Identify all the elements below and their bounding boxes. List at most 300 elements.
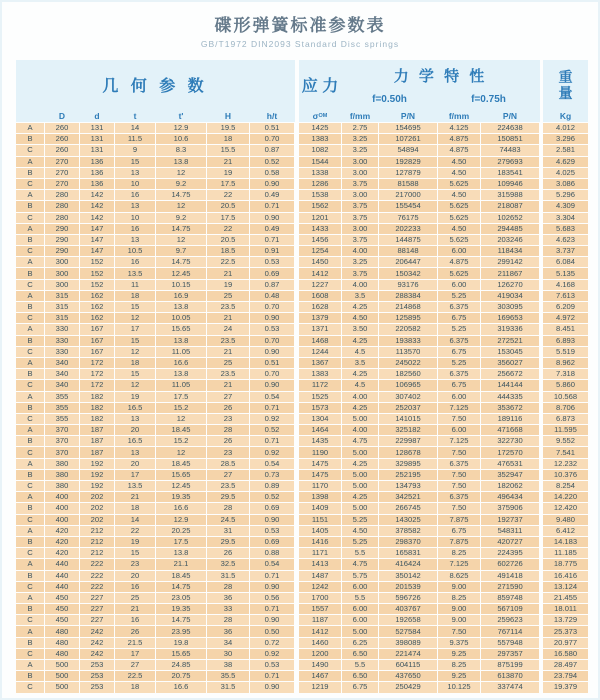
- value-cell: 420: [45, 526, 79, 536]
- value-cell: 4.025: [540, 168, 588, 178]
- header-weight-bottom: 量: [558, 84, 573, 101]
- value-cell: 20: [115, 459, 155, 469]
- value-cell: 0.52: [250, 157, 294, 167]
- table-row: [16, 403, 588, 413]
- value-cell: 214868: [379, 302, 437, 312]
- value-cell: 14.75: [156, 582, 206, 592]
- value-cell: 19.5: [207, 123, 249, 133]
- value-cell: 12.420: [540, 503, 588, 513]
- value-cell: 131: [80, 145, 114, 155]
- value-cell: 20.5: [207, 201, 249, 211]
- value-cell: 4.50: [438, 190, 480, 200]
- value-cell: 17.5: [156, 537, 206, 547]
- value-cell: 440: [45, 582, 79, 592]
- value-cell: 23.05: [156, 593, 206, 603]
- value-cell: 4.00: [342, 246, 378, 256]
- value-cell: 107261: [379, 134, 437, 144]
- value-cell: 3.296: [540, 134, 588, 144]
- value-cell: 1468: [295, 336, 341, 346]
- value-cell: 10.15: [156, 280, 206, 290]
- value-cell: 18.775: [540, 559, 588, 569]
- value-cell: 167: [80, 324, 114, 334]
- column-label: f/mm: [448, 110, 470, 121]
- value-cell: 16.6: [156, 503, 206, 513]
- value-cell: 315: [45, 302, 79, 312]
- value-cell: 34: [207, 638, 249, 648]
- value-cell: 19: [207, 168, 249, 178]
- value-cell: 167: [80, 347, 114, 357]
- value-cell: 220582: [379, 324, 437, 334]
- value-cell: 1538: [295, 190, 341, 200]
- value-cell: 28.497: [540, 660, 588, 670]
- value-cell: 7.613: [540, 291, 588, 301]
- value-cell: 6.375: [438, 369, 480, 379]
- value-cell: 5.5: [342, 548, 378, 558]
- value-cell: 36: [207, 626, 249, 636]
- value-cell: 212: [80, 537, 114, 547]
- value-cell: 21: [115, 604, 155, 614]
- value-cell: 13.8: [156, 548, 206, 558]
- value-cell: 11.05: [156, 380, 206, 390]
- value-cell: 375906: [481, 503, 539, 513]
- value-cell: 19.35: [156, 492, 206, 502]
- value-cell: 403767: [379, 604, 437, 614]
- value-cell: 20: [115, 425, 155, 435]
- value-cell: 9.00: [438, 582, 480, 592]
- value-cell: 322730: [481, 436, 539, 446]
- value-cell: 7.125: [438, 403, 480, 413]
- table-row: [16, 145, 588, 155]
- value-cell: 10.376: [540, 470, 588, 480]
- value-cell: 1371: [295, 324, 341, 334]
- value-cell: 14.220: [540, 492, 588, 502]
- series-label: B: [16, 436, 44, 446]
- value-cell: 222: [80, 559, 114, 569]
- value-cell: 88148: [379, 246, 437, 256]
- series-label: C: [16, 414, 44, 424]
- value-cell: 4.00: [342, 425, 378, 435]
- value-cell: 224638: [481, 123, 539, 133]
- value-cell: 4.50: [438, 157, 480, 167]
- value-cell: 23.5: [207, 302, 249, 312]
- value-cell: 169653: [481, 313, 539, 323]
- value-cell: 0.88: [250, 548, 294, 558]
- value-cell: 136: [80, 168, 114, 178]
- value-cell: 20: [115, 571, 155, 581]
- value-cell: 378582: [379, 526, 437, 536]
- value-cell: 12: [115, 313, 155, 323]
- value-cell: 294485: [481, 224, 539, 234]
- value-cell: 19.35: [156, 604, 206, 614]
- value-cell: 4.00: [342, 392, 378, 402]
- value-cell: 300: [45, 257, 79, 267]
- value-cell: 17: [115, 324, 155, 334]
- value-cell: 340: [45, 358, 79, 368]
- value-cell: 0.48: [250, 291, 294, 301]
- value-cell: 5.00: [342, 626, 378, 636]
- value-cell: 1190: [295, 447, 341, 457]
- value-cell: 1628: [295, 302, 341, 312]
- value-cell: 1467: [295, 671, 341, 681]
- title-block: [2, 2, 598, 49]
- value-cell: 315: [45, 291, 79, 301]
- value-cell: 4.629: [540, 157, 588, 167]
- page-subtitle: GB/T1972 DIN2093 Standard Disc springs: [200, 39, 400, 49]
- value-cell: 12: [156, 235, 206, 245]
- value-cell: 7.541: [540, 447, 588, 457]
- value-cell: 16.9: [156, 291, 206, 301]
- value-cell: 106965: [379, 380, 437, 390]
- value-cell: 144875: [379, 235, 437, 245]
- value-cell: 440: [45, 571, 79, 581]
- value-cell: 1460: [295, 638, 341, 648]
- table-row: [16, 492, 588, 502]
- series-label: A: [16, 257, 44, 267]
- series-label: B: [16, 134, 44, 144]
- value-cell: 18: [207, 134, 249, 144]
- value-cell: 0.54: [250, 459, 294, 469]
- table-row: [16, 626, 588, 636]
- value-cell: 1464: [295, 425, 341, 435]
- value-cell: 29.5: [207, 492, 249, 502]
- value-cell: 12.45: [156, 481, 206, 491]
- table-row: [16, 414, 588, 424]
- value-cell: 7.318: [540, 369, 588, 379]
- value-cell: 355: [45, 414, 79, 424]
- value-cell: 9.480: [540, 515, 588, 525]
- value-cell: 0.70: [250, 134, 294, 144]
- value-cell: 0.69: [250, 503, 294, 513]
- value-cell: 5.625: [438, 268, 480, 278]
- value-cell: 1082: [295, 145, 341, 155]
- value-cell: 260: [45, 145, 79, 155]
- value-cell: 201539: [379, 582, 437, 592]
- value-cell: 352947: [481, 470, 539, 480]
- value-cell: 182: [80, 403, 114, 413]
- value-cell: 126270: [481, 280, 539, 290]
- table-row: [16, 459, 588, 469]
- value-cell: 3.25: [342, 134, 378, 144]
- series-label: B: [16, 403, 44, 413]
- value-cell: 192: [80, 470, 114, 480]
- value-cell: 3.25: [342, 257, 378, 267]
- value-cell: 3.086: [540, 179, 588, 189]
- value-cell: 6.75: [438, 526, 480, 536]
- value-cell: 859748: [481, 593, 539, 603]
- value-cell: 23.5: [207, 481, 249, 491]
- value-cell: 192737: [481, 515, 539, 525]
- value-cell: 36: [207, 593, 249, 603]
- table-row: [16, 201, 588, 211]
- value-cell: 15.2: [156, 436, 206, 446]
- value-cell: 7.50: [438, 626, 480, 636]
- value-cell: 7.50: [438, 447, 480, 457]
- value-cell: 9.25: [438, 671, 480, 681]
- value-cell: 13: [115, 235, 155, 245]
- value-cell: 0.71: [250, 201, 294, 211]
- value-cell: 12.9: [156, 123, 206, 133]
- value-cell: 10.6: [156, 134, 206, 144]
- value-cell: 16.6: [156, 682, 206, 692]
- column-label: D: [58, 110, 66, 121]
- value-cell: 150342: [379, 268, 437, 278]
- value-cell: 22: [207, 190, 249, 200]
- value-cell: 13: [115, 447, 155, 457]
- value-cell: 767114: [481, 626, 539, 636]
- value-cell: 12.45: [156, 268, 206, 278]
- value-cell: 6.873: [540, 414, 588, 424]
- value-cell: 22: [115, 526, 155, 536]
- value-cell: 602726: [481, 559, 539, 569]
- value-cell: 266745: [379, 503, 437, 513]
- value-cell: 6.375: [438, 302, 480, 312]
- value-cell: 206447: [379, 257, 437, 267]
- value-cell: 162: [80, 313, 114, 323]
- value-cell: 12: [156, 447, 206, 457]
- value-cell: 319336: [481, 324, 539, 334]
- table-row: [16, 582, 588, 592]
- value-cell: 0.71: [250, 235, 294, 245]
- table-row: [16, 235, 588, 245]
- value-cell: 4.168: [540, 280, 588, 290]
- value-cell: 202: [80, 503, 114, 513]
- value-cell: 211867: [481, 268, 539, 278]
- value-cell: 227: [80, 615, 114, 625]
- value-cell: 20.75: [156, 671, 206, 681]
- value-cell: 256672: [481, 369, 539, 379]
- value-cell: 32.5: [207, 559, 249, 569]
- series-label: A: [16, 526, 44, 536]
- value-cell: 28: [207, 615, 249, 625]
- value-cell: 604115: [379, 660, 437, 670]
- value-cell: 26: [115, 626, 155, 636]
- value-cell: 35.5: [207, 671, 249, 681]
- value-cell: 7.125: [438, 436, 480, 446]
- value-cell: 1338: [295, 168, 341, 178]
- value-cell: 6.75: [438, 347, 480, 357]
- value-cell: 5.25: [342, 515, 378, 525]
- value-cell: 242: [80, 638, 114, 648]
- series-label: A: [16, 157, 44, 167]
- table-row: [16, 358, 588, 368]
- value-cell: 4.25: [342, 403, 378, 413]
- value-cell: 1367: [295, 358, 341, 368]
- value-cell: 12: [115, 380, 155, 390]
- value-cell: 370: [45, 447, 79, 457]
- value-cell: 0.92: [250, 414, 294, 424]
- value-cell: 5.00: [342, 481, 378, 491]
- value-cell: 7.50: [438, 503, 480, 513]
- value-cell: 450: [45, 604, 79, 614]
- value-cell: 5.00: [342, 503, 378, 513]
- value-cell: 4.25: [342, 459, 378, 469]
- series-label: C: [16, 347, 44, 357]
- value-cell: 6.893: [540, 336, 588, 346]
- value-cell: 14: [115, 515, 155, 525]
- value-cell: 16: [115, 582, 155, 592]
- value-cell: 5.625: [438, 235, 480, 245]
- value-cell: 0.53: [250, 660, 294, 670]
- value-cell: 20.25: [156, 526, 206, 536]
- header-f-050h: f=0.50h: [372, 94, 407, 105]
- value-cell: 202233: [379, 224, 437, 234]
- value-cell: 6.50: [342, 649, 378, 659]
- value-cell: 9.2: [156, 213, 206, 223]
- value-cell: 8.254: [540, 481, 588, 491]
- value-cell: 1608: [295, 291, 341, 301]
- value-cell: 227: [80, 604, 114, 614]
- value-cell: 500: [45, 682, 79, 692]
- value-cell: 16.580: [540, 649, 588, 659]
- value-cell: 476531: [481, 459, 539, 469]
- value-cell: 1435: [295, 436, 341, 446]
- value-cell: 5.00: [342, 414, 378, 424]
- value-cell: 5.135: [540, 268, 588, 278]
- value-cell: 5.296: [540, 190, 588, 200]
- value-cell: 24.5: [207, 515, 249, 525]
- value-cell: 10.568: [540, 392, 588, 402]
- value-cell: 300: [45, 268, 79, 278]
- value-cell: 17.5: [207, 213, 249, 223]
- value-cell: 150851: [481, 134, 539, 144]
- value-cell: 0.72: [250, 638, 294, 648]
- series-label: C: [16, 313, 44, 323]
- table-row: [16, 246, 588, 256]
- value-cell: 270: [45, 157, 79, 167]
- series-label: A: [16, 459, 44, 469]
- value-cell: 118434: [481, 246, 539, 256]
- value-cell: 0.69: [250, 537, 294, 547]
- value-cell: 19.8: [156, 638, 206, 648]
- series-label: A: [16, 559, 44, 569]
- series-label: B: [16, 604, 44, 614]
- table-row: [16, 515, 588, 525]
- value-cell: 152: [80, 268, 114, 278]
- value-cell: 4.25: [342, 336, 378, 346]
- value-cell: 9.00: [438, 604, 480, 614]
- value-cell: 162: [80, 291, 114, 301]
- value-cell: 0.56: [250, 593, 294, 603]
- value-cell: 0.53: [250, 324, 294, 334]
- value-cell: 28: [207, 425, 249, 435]
- value-cell: 259623: [481, 615, 539, 625]
- value-cell: 202: [80, 515, 114, 525]
- value-cell: 3.304: [540, 213, 588, 223]
- value-cell: 6.00: [438, 246, 480, 256]
- value-cell: 290: [45, 235, 79, 245]
- value-cell: 12: [156, 168, 206, 178]
- value-cell: 280: [45, 201, 79, 211]
- value-cell: 15: [115, 548, 155, 558]
- value-cell: 6.209: [540, 302, 588, 312]
- value-cell: 444335: [481, 392, 539, 402]
- value-cell: 6.75: [342, 682, 378, 692]
- value-cell: 16: [115, 615, 155, 625]
- value-cell: 1456: [295, 235, 341, 245]
- value-cell: 10: [115, 179, 155, 189]
- value-cell: 1304: [295, 414, 341, 424]
- value-cell: 471668: [481, 425, 539, 435]
- value-cell: 6.00: [342, 604, 378, 614]
- value-cell: 4.875: [438, 134, 480, 144]
- value-cell: 12.9: [156, 515, 206, 525]
- value-cell: 3.5: [342, 291, 378, 301]
- value-cell: 4.5: [342, 380, 378, 390]
- value-cell: 250429: [379, 682, 437, 692]
- value-cell: 18.011: [540, 604, 588, 614]
- value-cell: 128678: [379, 447, 437, 457]
- table-row: [16, 324, 588, 334]
- table-row: [16, 615, 588, 625]
- series-label: A: [16, 324, 44, 334]
- value-cell: 16.5: [115, 403, 155, 413]
- value-cell: 23.5: [207, 336, 249, 346]
- table-row: [16, 157, 588, 167]
- value-cell: 280: [45, 213, 79, 223]
- series-label: A: [16, 190, 44, 200]
- series-label: B: [16, 369, 44, 379]
- value-cell: 172: [80, 369, 114, 379]
- value-cell: 1151: [295, 515, 341, 525]
- value-cell: 1254: [295, 246, 341, 256]
- value-cell: 1475: [295, 459, 341, 469]
- value-cell: 4.25: [342, 369, 378, 379]
- table-row: [16, 503, 588, 513]
- value-cell: 30: [207, 649, 249, 659]
- value-cell: 5.683: [540, 224, 588, 234]
- value-cell: 5.00: [342, 470, 378, 480]
- value-cell: 303095: [481, 302, 539, 312]
- value-cell: 1383: [295, 369, 341, 379]
- series-label: A: [16, 392, 44, 402]
- table-row: [16, 291, 588, 301]
- value-cell: 38: [207, 660, 249, 670]
- value-cell: 3.50: [342, 324, 378, 334]
- value-cell: 270: [45, 168, 79, 178]
- value-cell: 13.8: [156, 336, 206, 346]
- value-cell: 4.972: [540, 313, 588, 323]
- value-cell: 13.5: [115, 268, 155, 278]
- value-cell: 370: [45, 425, 79, 435]
- value-cell: 0.71: [250, 403, 294, 413]
- value-cell: 340: [45, 369, 79, 379]
- value-cell: 0.90: [250, 615, 294, 625]
- value-cell: 217000: [379, 190, 437, 200]
- value-cell: 342521: [379, 492, 437, 502]
- table-row: [16, 257, 588, 267]
- value-cell: 0.92: [250, 447, 294, 457]
- value-cell: 4.875: [438, 145, 480, 155]
- value-cell: 147: [80, 224, 114, 234]
- value-cell: 8.706: [540, 403, 588, 413]
- value-cell: 147: [80, 246, 114, 256]
- value-cell: 329895: [379, 459, 437, 469]
- series-label: A: [16, 593, 44, 603]
- value-cell: 12: [156, 414, 206, 424]
- value-cell: 1242: [295, 582, 341, 592]
- value-cell: 7.125: [438, 559, 480, 569]
- value-cell: 16.416: [540, 571, 588, 581]
- value-cell: 330: [45, 324, 79, 334]
- series-label: C: [16, 582, 44, 592]
- table-row: [16, 179, 588, 189]
- value-cell: 1450: [295, 257, 341, 267]
- value-cell: 15.2: [156, 403, 206, 413]
- series-label: B: [16, 302, 44, 312]
- value-cell: 5.519: [540, 347, 588, 357]
- value-cell: 27: [207, 392, 249, 402]
- value-cell: 23.95: [156, 626, 206, 636]
